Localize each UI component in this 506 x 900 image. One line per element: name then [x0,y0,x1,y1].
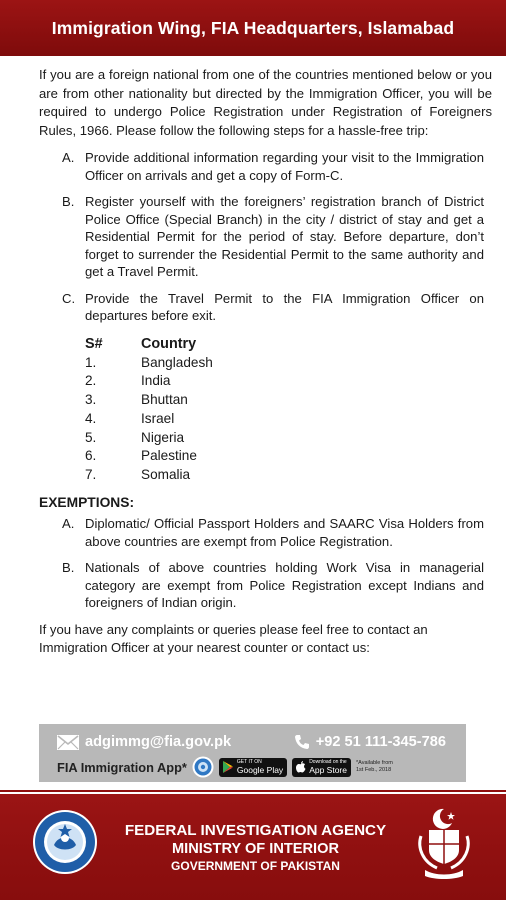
row-sn: 5. [85,429,97,445]
availability-line-1: *Available from [356,760,393,766]
contact-bar [39,724,466,782]
table-row [85,429,492,448]
outro-paragraph: If you have any complaints or queries please feel free to contact an Immigration Officer at your nearest counter or contact us: [39,621,428,656]
google-play-icon [223,761,234,773]
exemption-text: Diplomatic/ Official Passport Holders and SAARC Visa Holders from above countries are exempt from Police Registration. [85,516,484,549]
app-store-badge[interactable] [292,758,351,777]
step-item [39,149,492,184]
table-row [85,354,492,373]
pakistan-emblem-icon [413,806,475,880]
table-row [85,372,492,391]
email-contact[interactable] [57,734,231,750]
app-row [39,754,466,780]
phone-contact[interactable] [294,734,446,750]
google-big-text: Google Play [236,765,284,775]
exemptions-title: EXEMPTIONS: [39,495,135,511]
step-item [39,290,492,325]
apple-big-text: App Store [309,765,347,775]
table-row [85,410,492,429]
fia-app-icon[interactable] [192,756,214,778]
steps-list [39,149,492,325]
row-sn: 6. [85,448,97,464]
column-header-sn: S# [85,335,103,352]
app-label: FIA Immigration App* [57,759,187,775]
contact-row [39,724,466,754]
step-letter: C. [62,290,76,306]
intro-paragraph: If you are a foreign national from one of the countries mentioned below or you are from other nationality but directed by the Immigration Officer, you will be required to undergo Police Registration under Registration of Foreigners Rules, 1966. Please follow the following steps for a hassle-free trip: [39,67,492,138]
ministry-name: MINISTRY OF INTERIOR [171,841,340,857]
government-name: GOVERNMENT OF PAKISTAN [171,859,340,873]
row-sn: 2. [85,373,97,389]
exemption-item [39,559,492,612]
row-country: Nigeria [141,429,185,445]
step-text: Provide the Travel Permit to the FIA Immigration Officer on departures before exit. [85,290,484,323]
apple-icon [296,761,306,773]
step-text: Provide additional information regarding your visit to the Immigration Officer on arrivals and get a copy of Form-C. [85,150,484,183]
exemption-item [39,515,492,550]
step-letter: A. [62,150,75,165]
countries-table [85,334,492,486]
row-sn: 3. [85,392,97,408]
fia-seal-icon [32,809,98,875]
step-text: Register yourself with the foreigners’ registration branch of District Police Office (Special Branch) in the city / district of stay and get a Residential Permit for the period of stay. Before departure, don’t forget to surrender the Residential Permit to the same authority and get a Travel Permit. [85,194,484,279]
table-row [85,391,492,410]
google-play-badge[interactable] [219,758,287,777]
phone-number: +92 51 111-345-786 [315,734,446,750]
header-banner [0,0,506,58]
content-panel [0,58,506,790]
page-title: Immigration Wing, FIA Headquarters, Islamabad [51,17,455,38]
exemption-text: Nationals of above countries holding Work Visa in managerial category are exempt from Police Registration except Indians and foreigners of Indian origin. [85,560,484,611]
google-small-text: GET IT ON [236,759,262,765]
row-sn: 4. [85,410,97,426]
row-country: Bangladesh [141,354,213,370]
agency-name: FEDERAL INVESTIGATION AGENCY [124,822,387,839]
row-country: India [141,373,171,389]
column-header-country: Country [141,335,197,352]
footer-text [103,822,408,875]
row-country: Palestine [141,448,197,464]
exemptions-list [39,515,492,612]
email-address: adgimmg@fia.gov.pk [85,734,232,750]
row-country: Bhuttan [141,392,188,408]
apple-small-text: Download on the [309,759,347,765]
step-item [39,193,492,281]
row-sn: 7. [85,467,97,483]
exemption-letter: A. [62,516,75,532]
table-row [85,447,492,466]
availability-note [356,760,393,774]
availability-line-2: 1st Feb., 2018 [356,767,392,773]
footer-banner [0,792,506,900]
step-letter: B. [62,194,75,209]
row-country: Israel [141,410,175,426]
table-row [85,466,492,485]
row-country: Somalia [141,467,191,483]
table-header-row [85,334,492,354]
row-sn: 1. [85,354,97,370]
phone-icon [294,734,310,750]
exemption-letter: B. [62,560,75,576]
mail-icon [57,735,79,750]
